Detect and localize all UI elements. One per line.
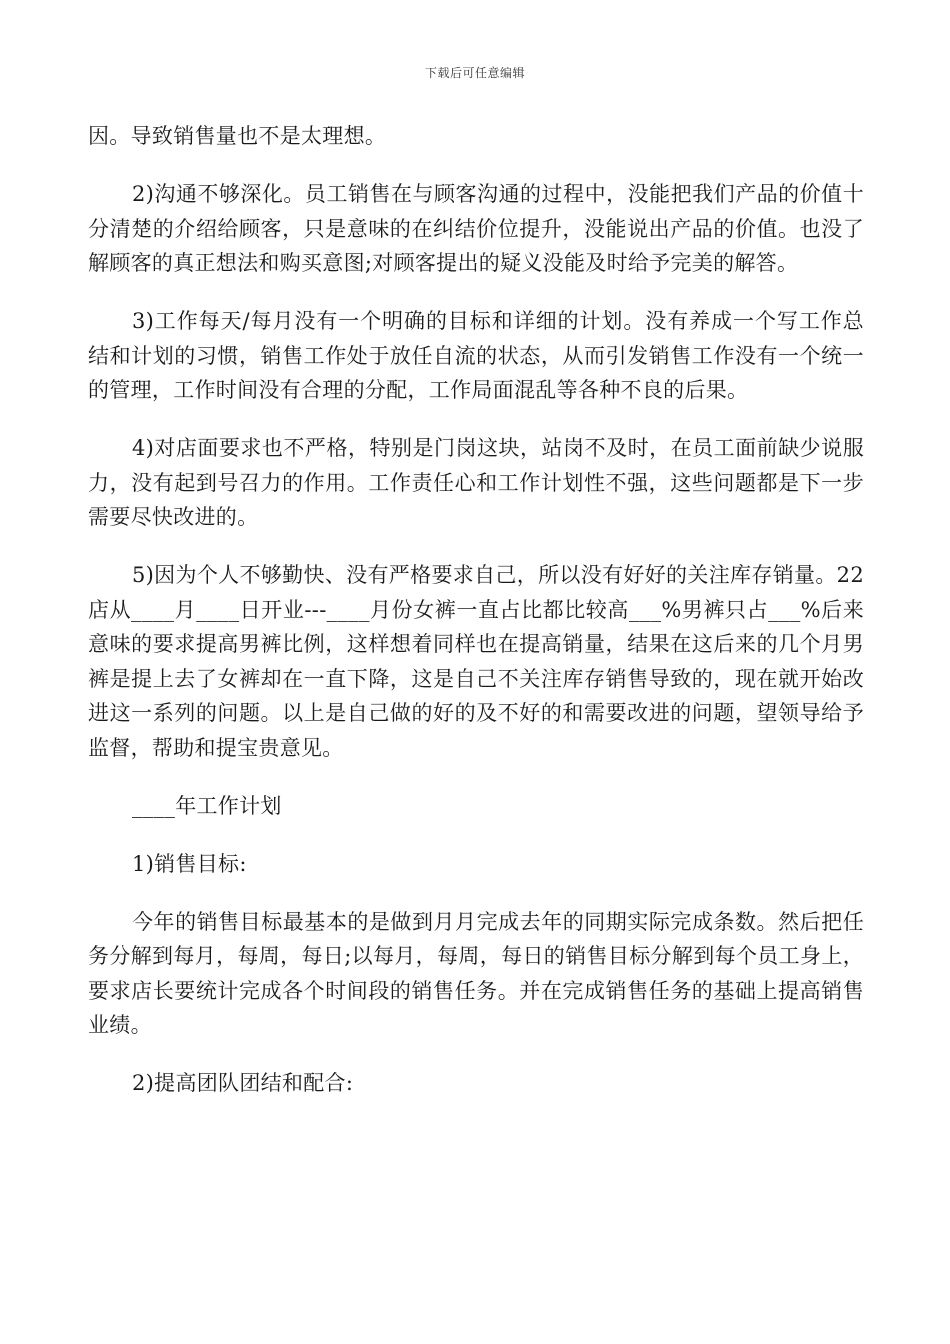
document-body — [88, 119, 864, 1124]
subheading-team-cooperation: 2)提高团队团结和配合: — [132, 1071, 354, 1095]
paragraph-inventory-focus: 5)因为个人不够勤快、没有严格要求自己，所以没有好好的关注库存销量。22店从____月____日开业---____月份女裤一直占比都比较高___%男裤只占___%后来意味的要求提高男裤比例，这样想着同样也在提高销量，结果在这后来的几个月男裤是提上去了女裤却在一直下降，这是自己不关注库存销售导致的，现在就开始改进这一系列的问题。以上是自己做的好的及不好的和需要改进的问题，望领导给予监督，帮助和提宝贵意见。 — [88, 563, 864, 760]
paragraph-continuation: 因。导致销售量也不是太理想。 — [88, 124, 387, 148]
paragraph-communication: 2)沟通不够深化。员工销售在与顾客沟通的过程中，没能把我们产品的价值十分清楚的介绍给顾客，只是意味的在纠结价位提升，没能说出产品的价值。也没了解顾客的真正想法和购买意图;对顾客提出的疑义没能及时给予完美的解答。 — [88, 182, 864, 275]
paragraph-work-plan-issue: 3)工作每天/每月没有一个明确的目标和详细的计划。没有养成一个写工作总结和计划的习惯，销售工作处于放任自流的状态，从而引发销售工作没有一个统一的管理，工作时间没有合理的分配，工作局面混乱等各种不良的后果。 — [88, 309, 864, 402]
paragraph-store-requirements: 4)对店面要求也不严格，特别是门岗这块，站岗不及时，在员工面前缺少说服力，没有起到号召力的作用。工作责任心和工作计划性不强，这些问题都是下一步需要尽快改进的。 — [88, 436, 864, 529]
paragraph-sales-target: 今年的销售目标最基本的是做到月月完成去年的同期实际完成条数。然后把任务分解到每月，每周，每日;以每月，每周，每日的销售目标分解到每个员工身上，要求店长要统计完成各个时间段的销售任务。并在完成销售任务的基础上提高销售业绩。 — [88, 909, 864, 1037]
section-heading-annual-plan: ____年工作计划 — [132, 793, 282, 818]
page-header: 下载后可任意编辑 — [424, 66, 525, 80]
subheading-sales-target: 1)销售目标: — [132, 851, 247, 876]
